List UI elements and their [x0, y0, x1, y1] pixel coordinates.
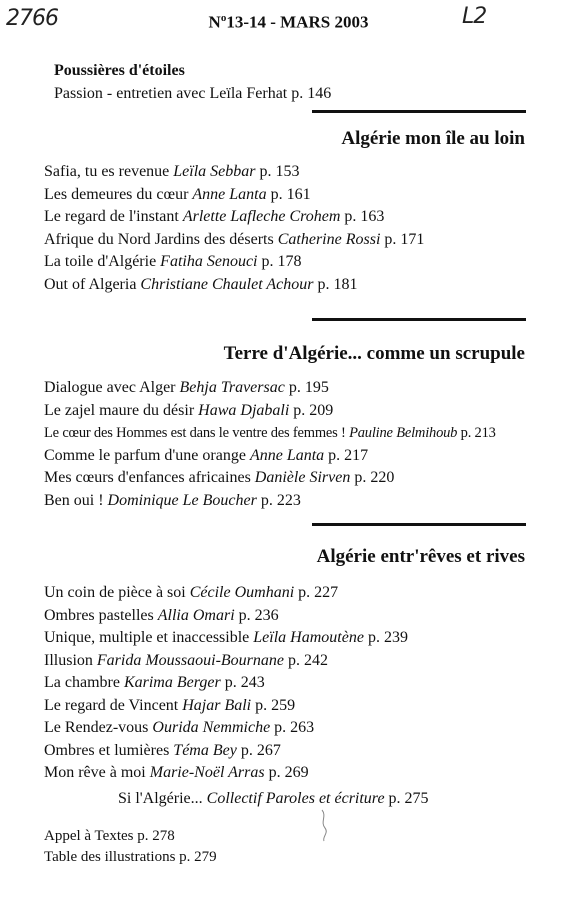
toc-entry: Out of Algeria Christiane Chaulet Achour p. 181 — [44, 275, 358, 293]
issue-header: $N^o13-14$ - MARS 2003 — [208, 12, 369, 32]
section-title: Terre d'Algérie... comme un scrupule — [223, 343, 525, 364]
toc-entry: Le regard de Vincent Hajar Bali p. 259 — [44, 696, 296, 714]
toc-entry: Ombres et lumières Téma Bey p. 267 — [44, 741, 281, 759]
intro-entry: Passion - entretien avec Leïla Ferhat p. 146 — [54, 85, 332, 102]
toc-entry: Unique, multiple et inaccessible Leïla Hamoutène p. 239 — [44, 629, 408, 646]
toc-entry: Ben oui ! Dominique Le Boucher p. 223 — [44, 491, 301, 509]
toc-entry: La chambre Karima Berger p. 243 — [44, 674, 265, 691]
toc-entry: Le zajel maure du désir Hawa Djabali p. 209 — [44, 401, 334, 419]
toc-entry: Dialogue avec Alger Behja Traversac p. 195 — [44, 379, 329, 396]
toc-entry: Le cœur des Hommes est dans le ventre des femmes ! Pauline Belmihoub p. 213 — [44, 425, 496, 441]
handwritten-mark: L2 — [462, 4, 487, 29]
section-list — [44, 161, 424, 296]
toc-entry: Le regard de l'instant Arlette Lafleche Crohem p. 163 — [44, 208, 385, 225]
toc-entry: Comme le parfum d'une orange Anne Lanta p. 217 — [44, 446, 369, 464]
toc-entry: Afrique du Nord Jardins des déserts Catherine Rossi p. 171 — [44, 230, 425, 248]
appendix-entry: Table des illustrations p. 279 — [44, 849, 217, 865]
toc-entry: Le Rendez-vous Ourida Nemmiche p. 263 — [44, 719, 315, 736]
section-title: Algérie mon île au loin — [341, 128, 525, 149]
toc-entry: Les demeures du cœur Anne Lanta p. 161 — [44, 185, 311, 203]
toc-entry: Safia, tu es revenue Leïla Sebbar p. 153 — [44, 163, 300, 180]
scan-mark — [318, 808, 330, 842]
handwritten-number: 2766 — [6, 6, 58, 31]
section-title: Algérie entr'rêves et rives — [316, 546, 525, 567]
section-rule — [312, 523, 526, 526]
toc-entry: Illusion Farida Moussaoui-Bournane p. 242 — [44, 651, 328, 669]
toc-entry: Un coin de pièce à soi Cécile Oumhani p. 227 — [44, 584, 339, 601]
toc-entry: Ombres pastelles Allia Omari p. 236 — [44, 606, 279, 624]
appendix-list — [44, 826, 217, 868]
section-list — [44, 377, 496, 512]
toc-entry: La toile d'Algérie Fatiha Senouci p. 178 — [44, 253, 302, 270]
intro-heading: Poussières d'étoiles — [54, 62, 185, 79]
section-list — [44, 582, 408, 785]
collectif-entry: Si l'Algérie... Collectif Paroles et écriture p. 275 — [118, 790, 429, 807]
section-rule — [312, 110, 526, 113]
toc-entry: Mes cœurs d'enfances africaines Danièle Sirven p. 220 — [44, 469, 395, 486]
section-rule — [312, 318, 526, 321]
toc-entry: Mon rêve à moi Marie-Noël Arras p. 269 — [44, 764, 309, 781]
appendix-entry: Appel à Textes p. 278 — [44, 828, 175, 844]
